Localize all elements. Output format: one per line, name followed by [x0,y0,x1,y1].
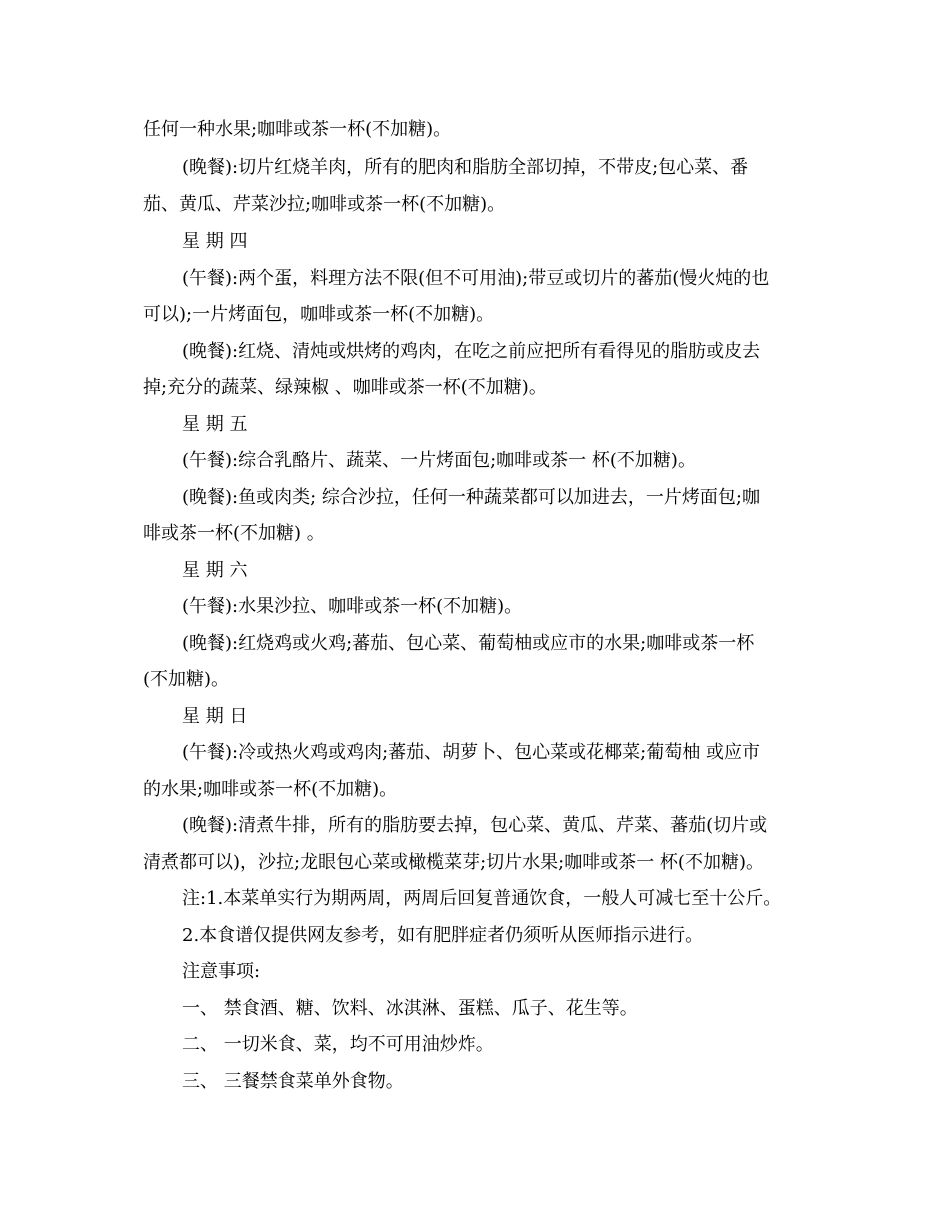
day-heading: 星 期 六 [182,560,248,581]
text-line: (晚餐):切片红烧羊肉，所有的肥肉和脂肪全部切掉，不带皮;包心菜、番 [182,157,749,178]
notice-item: 二、 一切米食、菜，均不可用油炒炸。 [182,1034,494,1055]
text-line: (晚餐):红烧、清炖或烘烤的鸡肉，在吃之前应把所有看得见的脂肪或皮去 [182,341,761,362]
note-line: 注:1.本菜单实行为期两周，两周后回复普通饮食，一般人可减七至十公斤。 [182,888,782,909]
text-line: (午餐):综合乳酪片、蔬菜、一片烤面包;咖啡或茶一 杯(不加糖)。 [182,450,696,471]
text-line: (不加糖)。 [143,669,230,690]
text-line: (晚餐):鱼或肉类; 综合沙拉，任何一种蔬菜都可以加进去，一片烤面包;咖 [182,487,760,508]
text-line: (午餐):冷或热火鸡或鸡肉;蕃茄、胡萝卜、包心菜或花椰菜;葡萄柚 或应市 [182,742,760,763]
notice-item: 一、 禁食酒、糖、饮料、冰淇淋、蛋糕、瓜子、花生等。 [182,998,638,1019]
text-line: (晚餐):红烧鸡或火鸡;蕃茄、包心菜、葡萄柚或应市的水果;咖啡或茶一杯 [182,633,755,654]
text-line: 的水果;咖啡或茶一杯(不加糖)。 [143,779,398,800]
text-line: 任何一种水果;咖啡或茶一杯(不加糖)。 [143,119,452,140]
text-line: (午餐):水果沙拉、咖啡或茶一杯(不加糖)。 [182,596,523,617]
text-line: (午餐):两个蛋，料理方法不限(但不可用油);带豆或切片的蕃茄(慢火炖的也 [182,268,770,289]
text-line: 啡或茶一杯(不加糖) 。 [143,523,325,544]
text-line: 茄、黄瓜、芹菜沙拉;咖啡或茶一杯(不加糖)。 [143,194,506,215]
text-line: 可以);一片烤面包，咖啡或茶一杯(不加糖)。 [143,304,495,325]
day-heading: 星 期 四 [182,231,248,252]
text-line: (晚餐):清煮牛排，所有的脂肪要去掉，包心菜、黄瓜、芹菜、蕃茄(切片或 [182,815,768,836]
text-line: 清煮都可以)，沙拉;龙眼包心菜或橄榄菜芽;切片水果;咖啡或茶一 杯(不加糖)。 [143,852,764,873]
notice-item: 三、 三餐禁食菜单外食物。 [182,1071,404,1092]
day-heading: 星 期 五 [182,414,248,435]
note-line: 2.本食谱仅提供网友参考，如有肥胖症者仍须听从医师指示进行。 [182,925,704,946]
day-heading: 星 期 日 [182,706,248,727]
notice-heading: 注意事项: [182,961,261,982]
text-line: 掉;充分的蔬菜、绿辣椒 、咖啡或茶一杯(不加糖)。 [143,377,547,398]
